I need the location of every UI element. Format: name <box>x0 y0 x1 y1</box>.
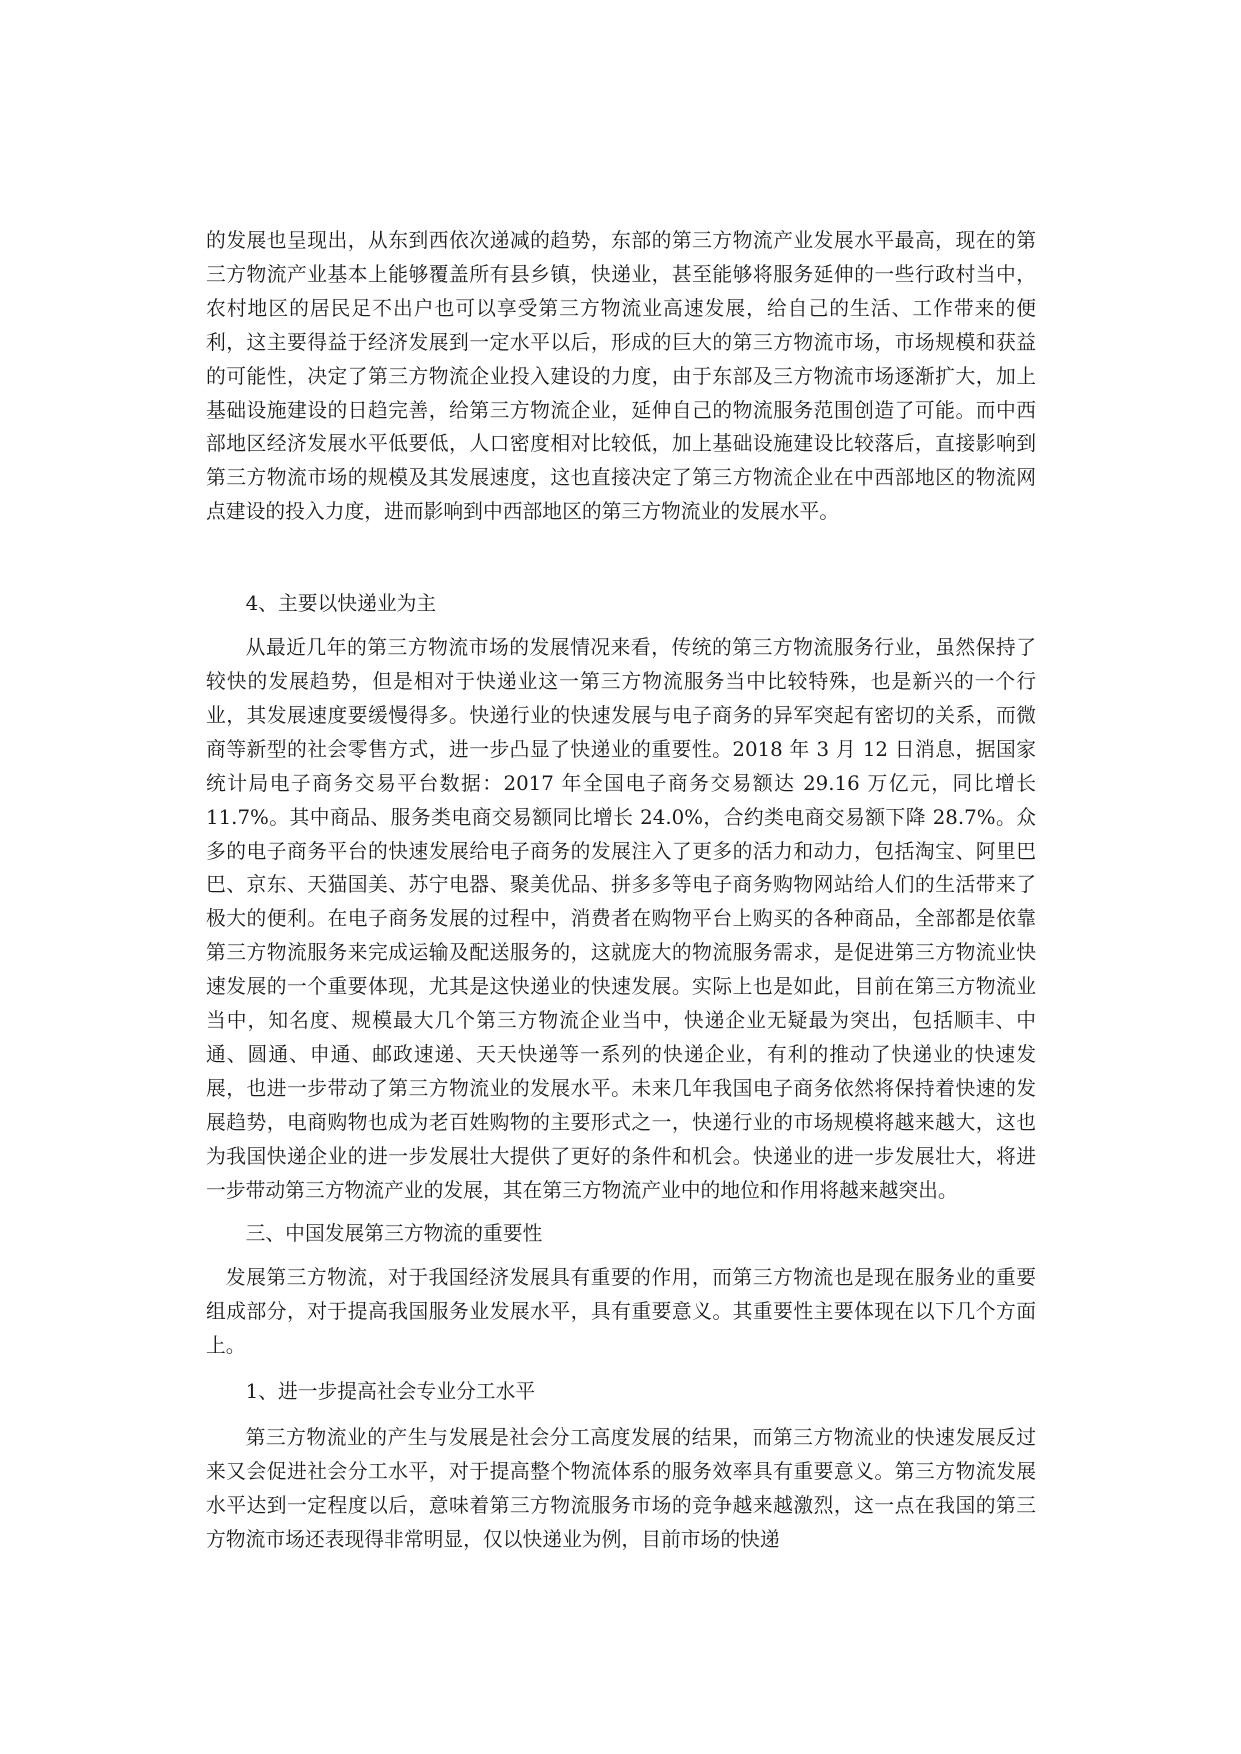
document-page <box>206 224 1036 1557</box>
paragraph-express-delivery: 从最近几年的第三方物流市场的发展情况来看，传统的第三方物流服务行业，虽然保持了较快的发展趋势，但是相对于快递业这一第三方物流服务当中比较特殊，也是新兴的一个行业，其发展速度要缓慢得多。快递行业的快速发展与电子商务的异军突起有密切的关系，而微商等新型的社会零售方式，进一步凸显了快递业的重要性。2018 年 3 月 12 日消息，据国家统计局电子商务交易平台数据：2017 年全国电子商务交易额达 29.16 万亿元，同比增长 11.7%。其中商品、服务类电商交易额同比增长 24.0%，合约类电商交易额下降 28.7%。众多的电子商务平台的快速发展给电子商务的发展注入了更多的活力和动力，包括淘宝、阿里巴巴、京东、天猫国美、苏宁电器、聚美优品、拼多多等电子商务购物网站给人们的生活带来了极大的便利。在电子商务发展的过程中，消费者在购物平台上购买的各种商品，全部都是依靠第三方物流服务来完成运输及配送服务的，这就庞大的物流服务需求，是促进第三方物流业快速发展的一个重要体现，尤其是这快递业的快速发展。实际上也是如此，目前在第三方物流业当中，知名度、规模最大几个第三方物流企业当中，快递企业无疑最为突出，包括顺丰、中通、圆通、申通、邮政速递、天天快递等一系列的快递企业，有利的推动了快递业的快速发展，也进一步带动了第三方物流业的发展水平。未来几年我国电子商务依然将保持着快速的发展趋势，电商购物也成为老百姓购物的主要形式之一，快递行业的市场规模将越来越大，这也为我国快递企业的进一步发展壮大提供了更好的条件和机会。快递业的进一步发展壮大，将进一步带动第三方物流产业的发展，其在第三方物流产业中的地位和作用将越来越突出。 <box>206 636 1036 1202</box>
heading-importance: 三、中国发展第三方物流的重要性 <box>245 1222 543 1246</box>
paragraph-importance: 发展第三方物流，对于我国经济发展具有重要的作用，而第三方物流也是现在服务业的重要组成部分，对于提高我国服务业发展水平，具有重要意义。其重要性主要体现在以下几个方面上。 <box>206 1266 1036 1358</box>
heading-express-delivery: 4、主要以快递业为主 <box>245 592 437 616</box>
paragraph-intro: 的发展也呈现出，从东到西依次递减的趋势，东部的第三方物流产业发展水平最高，现在的第三方物流产业基本上能够覆盖所有县乡镇，快递业，甚至能够将服务延伸的一些行政村当中，农村地区的居民足不出户也可以享受第三方物流业高速发展，给自己的生活、工作带来的便利，这主要得益于经济发展到一定水平以后，形成的巨大的第三方物流市场，市场规模和获益的可能性，决定了第三方物流企业投入建设的力度，由于东部及三方物流市场逐渐扩大，加上基础设施建设的日趋完善，给第三方物流企业，延伸自己的物流服务范围创造了可能。而中西部地区经济发展水平低要低，人口密度相对比较低，加上基础设施建设比较落后，直接影响到第三方物流市场的规模及其发展速度，这也直接决定了第三方物流企业在中西部地区的物流网点建设的投入力度，进而影响到中西部地区的第三方物流业的发展水平。 <box>206 229 1036 524</box>
paragraph-division-of-labor: 第三方物流业的产生与发展是社会分工高度发展的结果，而第三方物流业的快速发展反过来又会促进社会分工水平，对于提高整个物流体系的服务效率具有重要意义。第三方物流发展水平达到一定程度以后，意味着第三方物流服务市场的竞争越来越激烈，这一点在我国的第三方物流市场还表现得非常明显，仅以快递业为例，目前市场的快递 <box>206 1426 1036 1551</box>
heading-division-of-labor: 1、进一步提高社会专业分工水平 <box>245 1380 536 1404</box>
